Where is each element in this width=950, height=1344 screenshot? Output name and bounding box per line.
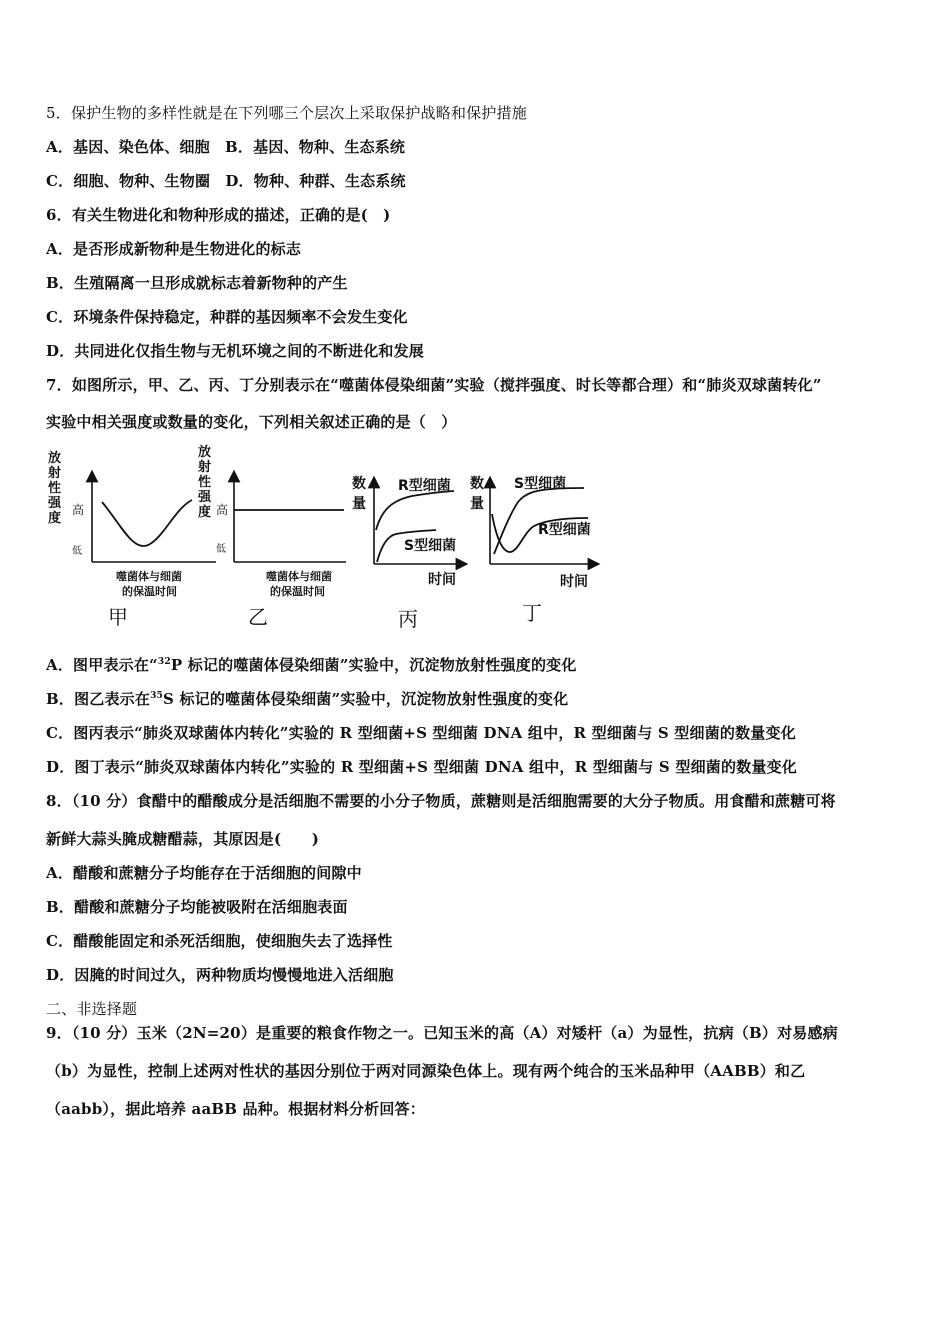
jia-high-label: 高 [72,503,85,517]
q7-b-pre: B．图乙表示在 [46,690,151,708]
ding-caption: 丁 [522,601,542,625]
q5-options-cd: C．细胞、物种、生物圈 D．物种、种群、生态系统 [46,172,406,190]
graph-bing [352,475,462,631]
ding-ylabel-1: 数 [470,476,484,492]
yi-ylabel-1: 放 [198,445,212,460]
yi-caption: 乙 [248,605,268,629]
q6-option-b: B．生殖隔离一旦形成就标志着新物种的产生 [46,274,348,292]
q8-option-a: A．醋酸和蔗糖分子均能存在于活细胞的间隙中 [46,864,362,882]
bing-xlabel: 时间 [428,572,456,588]
graph-yi [197,444,346,629]
yi-ylabel-2: 射 [198,460,212,475]
q5-options-ab: A．基因、染色体、细胞 B．基因、物种、生态系统 [46,138,406,156]
yi-ylabel-5: 度 [198,505,212,520]
bing-s-label: S型细菌 [404,538,457,554]
q9-line1: 9．（10 分）玉米（2N=20）是重要的粮食作物之一。已知玉米的高（A）对矮杆（a）为显性，抗病（B）对易感病 [46,1024,838,1042]
bing-caption: 丙 [398,607,418,631]
yi-xlabel-1: 噬菌体与细菌 [266,570,332,583]
q9-line2: （b）为显性，控制上述两对性状的基因分别位于两对同源染色体上。现有两个纯合的玉米品种甲（AABB）和乙 [46,1062,806,1080]
yi-high-label: 高 [216,503,229,517]
q7-option-c: C．图丙表示“肺炎双球菌体内转化”实验的 R 型细菌+S 型细菌 DNA 组中，R 型细菌与 S 型细菌的数量变化 [46,724,796,742]
graph-ding [470,475,594,625]
section-heading: 二、非选择题 [46,1000,138,1018]
jia-curve [102,500,192,546]
q6-stem: 6．有关生物进化和物种形成的描述，正确的是( ) [46,206,391,224]
jia-xlabel-2: 的保温时间 [122,585,177,598]
bing-ylabel-2: 量 [352,496,366,512]
graph-jia [47,450,216,629]
q7-a-sup: 32 [157,657,171,667]
jia-xlabel-1: 噬菌体与细菌 [116,570,182,583]
ding-xlabel: 时间 [560,574,588,590]
jia-ylabel-3: 性 [48,481,62,496]
q7-stem-line1: 7．如图所示，甲、乙、丙、丁分别表示在“噬菌体侵染细菌”实验（搅拌强度、时长等都合理）和“肺炎双球菌转化” [46,376,822,394]
bing-ylabel-1: 数 [352,476,366,492]
q7-figure [44,444,604,634]
q5-stem: 5．保护生物的多样性就是在下列哪三个层次上采取保护战略和保护措施 [46,104,527,122]
yi-xlabel-2: 的保温时间 [270,585,325,598]
q6-option-c: C．环境条件保持稳定，种群的基因频率不会发生变化 [46,308,408,326]
q7-b-post: S 标记的噬菌体侵染细菌”实验中，沉淀物放射性强度的变化 [163,690,569,708]
q7-option-a [46,654,577,675]
q7-option-d: D．图丁表示“肺炎双球菌体内转化”实验的 R 型细菌+S 型细菌 DNA 组中，R 型细菌与 S 型细菌的数量变化 [46,758,797,776]
yi-ylabel-4: 强 [198,490,212,505]
q7-a-pre: A．图甲表示在“ [46,656,158,674]
q7-a-post: P 标记的噬菌体侵染细菌”实验中，沉淀物放射性强度的变化 [170,656,577,674]
jia-ylabel-4: 强 [48,496,62,511]
jia-ylabel-2: 射 [48,466,62,481]
q6-option-d: D．共同进化仅指生物与无机环境之间的不断进化和发展 [46,342,425,360]
ding-r-label: R型细菌 [538,522,591,538]
bing-r-label: R型细菌 [398,478,451,494]
q8-stem-line1: 8．（10 分）食醋中的醋酸成分是活细胞不需要的小分子物质，蔗糖则是活细胞需要的大分子物质。用食醋和蔗糖可将 [46,792,836,810]
q7-figure-svg [44,444,604,634]
q6-option-a: A．是否形成新物种是生物进化的标志 [46,240,302,258]
q8-option-b: B．醋酸和蔗糖分子均能被吸附在活细胞表面 [46,898,348,916]
jia-ylabel-5: 度 [48,511,62,526]
q7-option-b [46,688,568,709]
jia-caption: 甲 [108,605,128,629]
q9-line3: （aabb），据此培养 aaBB 品种。根据材料分析回答： [46,1100,425,1118]
jia-ylabel-1: 放 [48,451,62,466]
ding-s-curve [494,488,584,554]
jia-low-label: 低 [72,546,82,557]
ding-ylabel-2: 量 [470,496,484,512]
bing-r-curve [376,491,454,530]
q8-option-d: D．因腌的时间过久，两种物质均慢慢地进入活细胞 [46,966,394,984]
yi-low-label: 低 [216,544,226,555]
q7-stem-line2: 实验中相关强度或数量的变化，下列相关叙述正确的是（ ） [46,413,457,431]
q7-b-sup: 35 [150,691,164,701]
yi-ylabel-3: 性 [198,475,212,490]
q8-option-c: C．醋酸能固定和杀死活细胞，使细胞失去了选择性 [46,932,393,950]
q8-stem-line2: 新鲜大蒜头腌成糖醋蒜，其原因是( ) [46,830,319,848]
ding-s-label: S型细菌 [514,476,567,492]
